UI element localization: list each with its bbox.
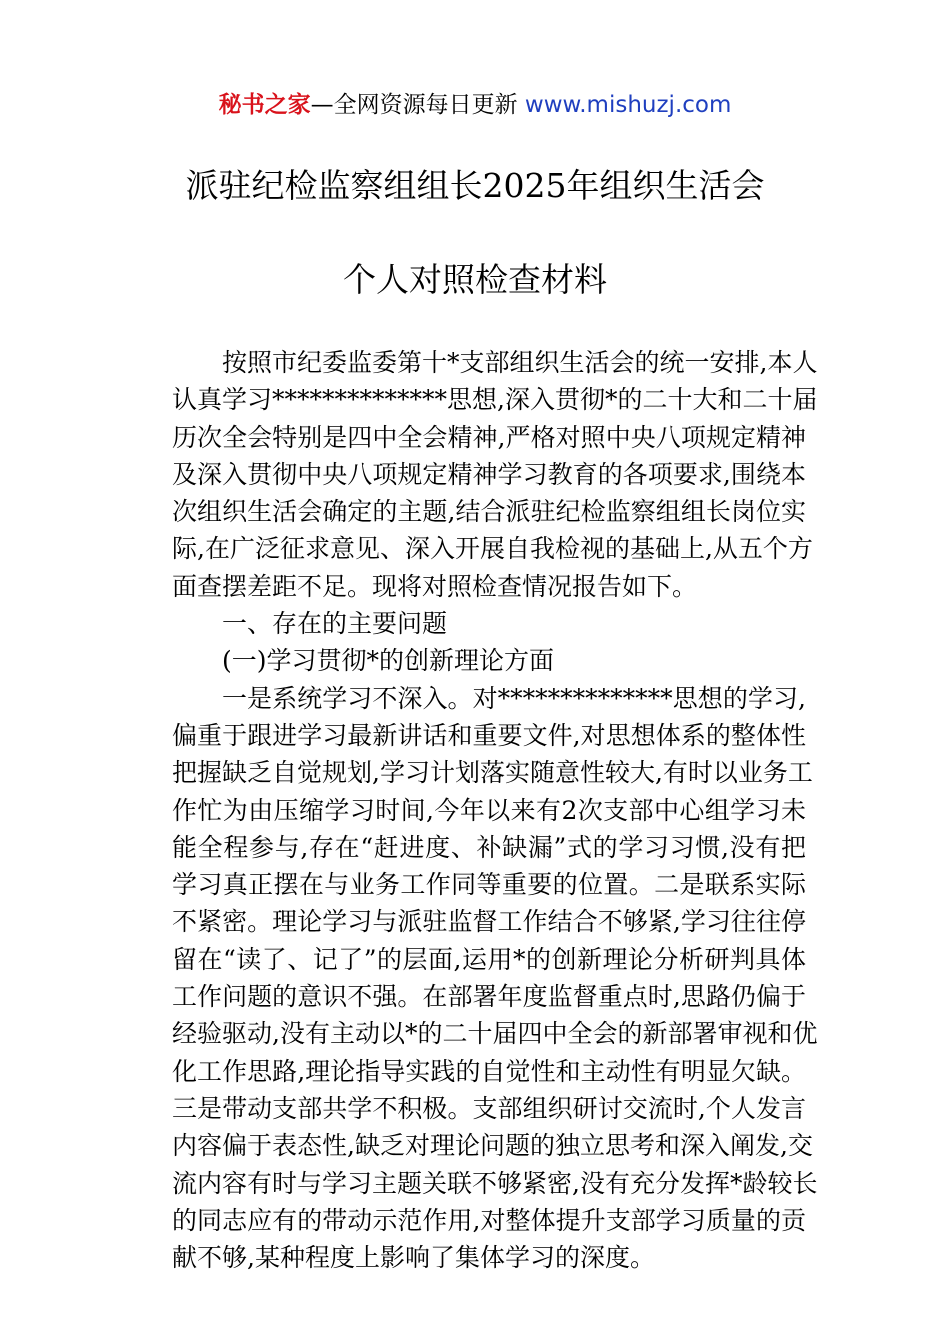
- paragraph-line: 的同志应有的带动示范作用,对整体提升支部学习质量的贡: [172, 1205, 806, 1235]
- paragraph-line: 历次全会特别是四中全会精神,严格对照中央八项规定精神: [172, 422, 806, 452]
- subsection-heading: (一)学习贯彻*的创新理论方面: [222, 646, 555, 676]
- paragraph-line: 及深入贯彻中央八项规定精神学习教育的各项要求,围绕本: [172, 459, 806, 489]
- paragraph-line: 一是系统学习不深入。对**************思想的学习,: [222, 683, 806, 713]
- site-header: [0, 88, 950, 122]
- paragraph-line: 认真学习**************思想,深入贯彻*的二十大和二十届: [172, 385, 818, 415]
- paragraph-line: 能全程参与,存在“赶进度、补缺漏”式的学习习惯,没有把: [172, 832, 806, 862]
- paragraph-line: 三是带动支部共学不积极。支部组织研讨交流时,个人发言: [172, 1093, 806, 1123]
- paragraph-line: 献不够,某种程度上影响了集体学习的深度。: [172, 1243, 655, 1273]
- document-title-line-1: 派驻纪检监察组组长2025年组织生活会: [185, 166, 765, 205]
- paragraph-line: 化工作思路,理论指导实践的自觉性和主动性有明显欠缺。: [172, 1056, 806, 1086]
- paragraph-line: 内容偏于表态性,缺乏对理论问题的独立思考和深入阐发,交: [172, 1131, 813, 1161]
- paragraph-line: 经验驱动,没有主动以*的二十届四中全会的新部署审视和优: [172, 1019, 818, 1049]
- paragraph-line: 次组织生活会确定的主题,结合派驻纪检监察组组长岗位实: [172, 497, 806, 527]
- document-body: [172, 344, 818, 1276]
- paragraph-line: 流内容有时与学习主题关联不够紧密,没有充分发挥*龄较长: [172, 1168, 818, 1198]
- paragraph-line: 作忙为由压缩学习时间,今年以来有2次支部中心组学习未: [172, 795, 806, 825]
- paragraph-line: 留在“读了、记了”的层面,运用*的创新理论分析研判具体: [172, 944, 806, 974]
- paragraph-line: 学习真正摆在与业务工作同等重要的位置。二是联系实际: [172, 870, 806, 900]
- section-heading: 一、存在的主要问题: [222, 609, 448, 639]
- slogan: —全网资源每日更新: [310, 92, 525, 118]
- document-title-line-2: 个人对照检查材料: [343, 260, 607, 299]
- paragraph-line: 工作问题的意识不强。在部署年度监督重点时,思路仍偏于: [172, 982, 806, 1012]
- paragraph-line: 按照市纪委监委第十*支部组织生活会的统一安排,本人: [222, 348, 818, 377]
- paragraph-line: 际,在广泛征求意见、深入开展自我检视的基础上,从五个方: [172, 534, 813, 564]
- paragraph-line: 偏重于跟进学习最新讲话和重要文件,对思想体系的整体性: [172, 720, 806, 750]
- paragraph-line: 面查摆差距不足。现将对照检查情况报告如下。: [172, 571, 698, 601]
- site-url[interactable]: www.mishuzj.com: [524, 92, 732, 118]
- paragraph-line: 把握缺乏自觉规划,学习计划落实随意性较大,有时以业务工: [172, 758, 813, 788]
- paragraph-line: 不紧密。理论学习与派驻监督工作结合不够紧,学习往往停: [172, 907, 806, 937]
- brand-name: 秘书之家: [218, 92, 311, 118]
